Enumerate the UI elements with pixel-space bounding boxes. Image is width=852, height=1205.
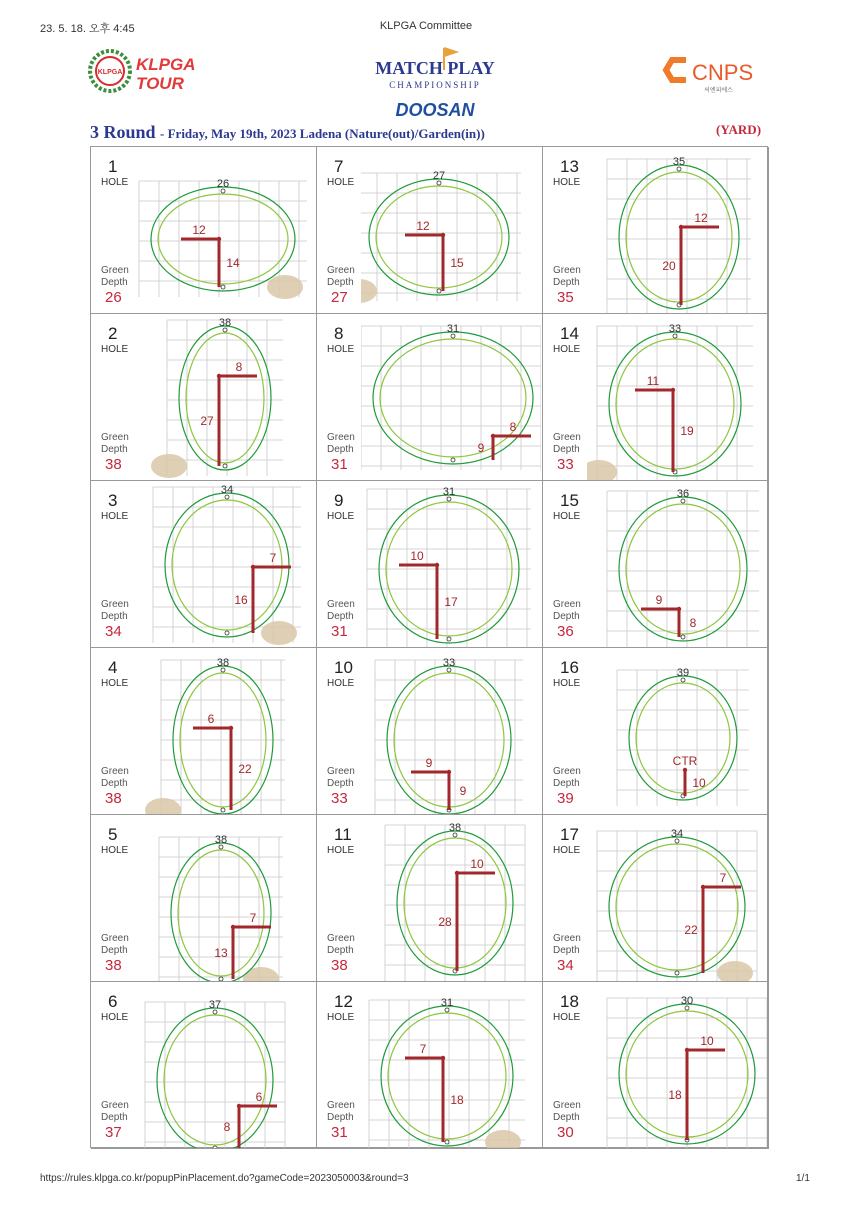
hole-label: HOLE: [101, 511, 129, 522]
hole-label: HOLE: [101, 177, 129, 188]
green-depth-top-label: 33: [668, 323, 682, 335]
green-diagram: [587, 648, 767, 814]
klpga-tour-logo: [88, 48, 218, 94]
depth-label: Depth: [327, 778, 354, 789]
hole-card: [317, 982, 543, 1149]
hole-card: [91, 314, 317, 481]
green-depth-value: 34: [557, 957, 574, 974]
green-inner-outline: [626, 172, 732, 302]
front-marker: [681, 635, 685, 639]
hole-card: [317, 481, 543, 648]
hole-card: [91, 147, 317, 314]
pin-placement-grid: [90, 146, 768, 1148]
hole-card: [317, 815, 543, 982]
bunker-shape: [485, 1130, 521, 1148]
pin-side-value: 7: [719, 871, 727, 885]
pin-marker: [435, 563, 439, 567]
pin-depth-value: 14: [226, 256, 240, 270]
green-depth-value: 30: [557, 1124, 574, 1141]
hole-card: [543, 481, 769, 648]
green-outer-outline: [381, 1006, 513, 1146]
green-inner-outline: [616, 339, 734, 469]
depth-label: Depth: [553, 277, 580, 288]
green-depth-value: 33: [557, 456, 574, 473]
green-diagram: [587, 147, 767, 313]
green-diagram: [361, 648, 541, 814]
pin-side-value: CTR: [672, 754, 698, 768]
green-diagram: [361, 815, 541, 981]
depth-label: Depth: [327, 1112, 354, 1123]
hole-card: [91, 982, 317, 1149]
green-diagram: [135, 481, 315, 647]
green-depth-top-label: 38: [216, 657, 230, 669]
green-inner-outline: [380, 339, 526, 457]
pin-side-value: 9: [655, 593, 663, 607]
pin-marker: [447, 770, 451, 774]
pin-depth-value: 9: [459, 784, 467, 798]
hole-label: HOLE: [101, 344, 129, 355]
green-depth-top-label: 34: [220, 484, 234, 496]
doosan-text: DOOSAN: [395, 100, 475, 120]
pin-side-value: 11: [646, 374, 660, 388]
pin-side-value: 10: [700, 1034, 714, 1048]
hole-card: [317, 147, 543, 314]
green-label: Green: [101, 766, 129, 777]
hole-card: [543, 815, 769, 982]
hole-card: [543, 648, 769, 815]
depth-label: Depth: [553, 945, 580, 956]
pin-depth-value: 22: [684, 923, 698, 937]
logo-bar: [0, 44, 852, 122]
hole-number: 10: [334, 658, 353, 677]
bunker-shape: [243, 967, 279, 981]
pin-depth-value: 28: [438, 915, 452, 929]
pin-depth-value: 20: [662, 259, 676, 273]
cnps-text: CNPS: [692, 60, 754, 85]
green-diagram: [361, 481, 541, 647]
hole-card: [317, 648, 543, 815]
pin-marker: [455, 871, 459, 875]
green-depth-value: 26: [105, 289, 122, 306]
green-diagram: [361, 314, 541, 480]
green-label: Green: [101, 599, 129, 610]
hole-number: 4: [108, 658, 118, 677]
pin-side-value: 7: [269, 551, 277, 565]
green-outer-outline: [151, 187, 295, 291]
round-number: 3 Round: [90, 122, 156, 142]
pin-marker: [441, 233, 445, 237]
depth-label: Depth: [327, 444, 354, 455]
pin-marker: [677, 607, 681, 611]
print-title: KLPGA Committee: [379, 20, 473, 32]
green-label: Green: [101, 933, 129, 944]
green-depth-top-label: 39: [676, 667, 690, 679]
hole-label: HOLE: [327, 845, 355, 856]
pin-marker: [685, 1048, 689, 1052]
pin-depth-value: 27: [200, 414, 214, 428]
pin-marker: [671, 388, 675, 392]
pin-side-value: 10: [410, 549, 424, 563]
bunker-shape: [587, 460, 617, 480]
front-marker: [447, 637, 451, 641]
green-depth-top-label: 30: [680, 995, 694, 1007]
green-depth-value: 38: [105, 790, 122, 807]
depth-label: Depth: [101, 778, 128, 789]
green-depth-top-label: 31: [442, 486, 456, 498]
pin-side-value: 10: [470, 857, 484, 871]
hole-label: HOLE: [553, 845, 581, 856]
pin-depth-value: 8: [689, 616, 697, 630]
green-label: Green: [101, 432, 129, 443]
hole-number: 5: [108, 825, 118, 844]
green-label: Green: [327, 766, 355, 777]
front-marker: [219, 977, 223, 981]
pin-side-value: 9: [425, 756, 433, 770]
pin-depth-value: 10: [692, 776, 706, 790]
pin-side-value: 6: [255, 1090, 263, 1104]
green-diagram: [587, 481, 767, 647]
green-diagram: [361, 147, 541, 313]
depth-label: Depth: [327, 945, 354, 956]
green-label: Green: [553, 599, 581, 610]
hole-label: HOLE: [553, 1012, 581, 1023]
pin-marker: [231, 925, 235, 929]
green-depth-value: 36: [557, 623, 574, 640]
hole-number: 9: [334, 491, 344, 510]
depth-label: Depth: [327, 277, 354, 288]
green-depth-value: 35: [557, 289, 574, 306]
front-marker: [221, 285, 225, 289]
hole-number: 13: [560, 157, 579, 176]
pin-marker: [491, 434, 495, 438]
green-outer-outline: [373, 332, 533, 464]
pin-depth-value: 15: [450, 256, 464, 270]
hole-number: 14: [560, 324, 579, 343]
hole-label: HOLE: [327, 511, 355, 522]
hole-number: 2: [108, 324, 118, 343]
pin-side-value: 12: [192, 223, 206, 237]
pin-marker: [683, 768, 687, 772]
front-marker: [221, 808, 225, 812]
green-depth-value: 31: [331, 456, 348, 473]
green-label: Green: [553, 933, 581, 944]
green-label: Green: [327, 1100, 355, 1111]
green-depth-top-label: 31: [440, 997, 454, 1009]
match-play-logo: [360, 44, 510, 122]
green-diagram: [135, 314, 315, 480]
print-date: 23. 5. 18. 오후 4:45: [40, 23, 135, 35]
match-play-text: MATCH PLAY: [375, 58, 495, 78]
klpga-sub-text: TOUR: [136, 74, 184, 93]
depth-label: Depth: [101, 1112, 128, 1123]
hole-label: HOLE: [553, 678, 581, 689]
green-diagram: [135, 982, 315, 1148]
depth-label: Depth: [101, 277, 128, 288]
bunker-shape: [717, 961, 753, 981]
klpga-badge-text: KLPGA: [97, 69, 123, 76]
pin-side-value: 7: [419, 1042, 427, 1056]
hole-number: 7: [334, 157, 344, 176]
round-title: [90, 122, 485, 143]
pin-marker: [229, 726, 233, 730]
green-depth-value: 34: [105, 623, 122, 640]
cnps-logo: [660, 50, 770, 94]
pin-marker: [217, 374, 221, 378]
green-diagram: [135, 648, 315, 814]
pin-marker: [679, 225, 683, 229]
green-label: Green: [553, 432, 581, 443]
pin-marker: [441, 1056, 445, 1060]
green-outer-outline: [619, 497, 747, 641]
hole-number: 12: [334, 992, 353, 1011]
green-depth-value: 27: [331, 289, 348, 306]
hole-number: 8: [334, 324, 344, 343]
hole-number: 11: [334, 825, 352, 844]
hole-label: HOLE: [327, 1012, 355, 1023]
green-label: Green: [327, 432, 355, 443]
green-depth-top-label: 35: [672, 156, 686, 168]
front-marker: [225, 631, 229, 635]
footer-url: https://rules.klpga.co.kr/popupPinPlacement.do?gameCode=2023050003&round=3: [40, 1173, 409, 1184]
green-depth-top-label: 38: [214, 834, 228, 846]
hole-card: [91, 648, 317, 815]
green-depth-value: 31: [331, 1124, 348, 1141]
pin-side-value: 8: [235, 360, 243, 374]
klpga-wreath-icon: [88, 48, 218, 94]
hole-label: HOLE: [101, 1012, 129, 1023]
green-outer-outline: [157, 1008, 273, 1148]
hole-number: 17: [560, 825, 579, 844]
pin-depth-value: 13: [214, 946, 228, 960]
green-depth-top-label: 36: [676, 488, 690, 500]
pin-depth-value: 18: [668, 1088, 682, 1102]
unit-label: (YARD): [716, 122, 762, 137]
hole-card: [543, 982, 769, 1149]
green-depth-value: 38: [331, 957, 348, 974]
pin-marker: [701, 885, 705, 889]
green-label: Green: [327, 599, 355, 610]
pin-depth-value: 18: [450, 1093, 464, 1107]
green-depth-top-label: 27: [432, 170, 446, 182]
green-depth-top-label: 37: [208, 999, 222, 1011]
pin-depth-value: 9: [477, 441, 485, 455]
green-outer-outline: [165, 493, 289, 637]
green-depth-top-label: 26: [216, 178, 230, 190]
green-outer-outline: [629, 676, 737, 800]
hole-label: HOLE: [553, 344, 581, 355]
green-inner-outline: [626, 504, 740, 634]
green-inner-outline: [404, 838, 506, 968]
hole-label: HOLE: [327, 344, 355, 355]
bunker-shape: [261, 621, 297, 645]
hole-card: [317, 314, 543, 481]
pin-depth-value: 8: [223, 1120, 231, 1134]
hole-label: HOLE: [553, 177, 581, 188]
bunker-shape: [267, 275, 303, 299]
pin-marker: [217, 237, 221, 241]
green-diagram: [587, 815, 767, 981]
bunker-shape: [361, 279, 377, 303]
green-outer-outline: [609, 332, 741, 476]
front-marker: [223, 464, 227, 468]
hole-card: [543, 314, 769, 481]
green-inner-outline: [636, 683, 730, 793]
hole-label: HOLE: [101, 678, 129, 689]
hole-number: 15: [560, 491, 579, 510]
green-label: Green: [553, 1100, 581, 1111]
green-diagram: [135, 815, 315, 981]
green-diagram: [587, 982, 767, 1148]
green-diagram: [361, 982, 541, 1148]
pin-marker: [237, 1104, 241, 1108]
pin-side-value: 6: [207, 712, 215, 726]
green-depth-value: 38: [105, 957, 122, 974]
page-number: 1/1: [796, 1173, 810, 1184]
green-diagram: [587, 314, 767, 480]
front-marker: [437, 289, 441, 293]
depth-label: Depth: [553, 778, 580, 789]
bunker-shape: [145, 798, 181, 814]
hole-card: [543, 147, 769, 314]
front-marker: [213, 1146, 217, 1148]
pin-marker: [251, 565, 255, 569]
pin-side-value: 12: [694, 211, 708, 225]
depth-label: Depth: [327, 611, 354, 622]
pin-side-value: 12: [416, 219, 430, 233]
hole-number: 6: [108, 992, 118, 1011]
green-inner-outline: [172, 500, 282, 630]
hole-number: 16: [560, 658, 579, 677]
green-outer-outline: [369, 179, 509, 295]
depth-label: Depth: [553, 1112, 580, 1123]
hole-card: [91, 481, 317, 648]
klpga-main-text: KLPGA: [136, 55, 196, 74]
hole-label: HOLE: [327, 177, 355, 188]
cnps-c-icon: [666, 60, 686, 80]
front-marker: [675, 971, 679, 975]
green-outer-outline: [397, 831, 513, 975]
cnps-sub-text: 씨엔피에스: [704, 88, 733, 94]
hole-label: HOLE: [101, 845, 129, 856]
green-depth-value: 31: [331, 623, 348, 640]
hole-number: 1: [108, 157, 118, 176]
pin-depth-value: 16: [234, 593, 248, 607]
depth-label: Depth: [553, 611, 580, 622]
green-outer-outline: [619, 165, 739, 309]
green-diagram: [135, 147, 315, 313]
green-label: Green: [327, 933, 355, 944]
depth-label: Depth: [101, 945, 128, 956]
depth-label: Depth: [101, 444, 128, 455]
green-depth-top-label: 38: [448, 822, 462, 834]
green-inner-outline: [164, 1015, 266, 1145]
hole-number: 3: [108, 491, 118, 510]
pin-side-value: 7: [249, 911, 257, 925]
green-depth-top-label: 38: [218, 317, 232, 329]
pin-side-value: 8: [509, 420, 517, 434]
front-marker: [451, 458, 455, 462]
green-depth-top-label: 31: [446, 323, 460, 335]
hole-card: [91, 815, 317, 982]
green-depth-top-label: 34: [670, 828, 684, 840]
pin-depth-value: 22: [238, 762, 252, 776]
bunker-shape: [151, 454, 187, 478]
hole-label: HOLE: [553, 511, 581, 522]
green-label: Green: [553, 265, 581, 276]
championship-text: CHAMPIONSHIP: [389, 80, 481, 90]
pin-depth-value: 19: [680, 424, 694, 438]
hole-label: HOLE: [327, 678, 355, 689]
green-label: Green: [553, 766, 581, 777]
green-outer-outline: [179, 326, 271, 470]
green-depth-value: 39: [557, 790, 574, 807]
front-marker: [445, 1140, 449, 1144]
green-depth-value: 33: [331, 790, 348, 807]
green-inner-outline: [158, 194, 288, 284]
green-label: Green: [101, 1100, 129, 1111]
green-depth-value: 38: [105, 456, 122, 473]
depth-label: Depth: [553, 444, 580, 455]
green-label: Green: [327, 265, 355, 276]
green-depth-top-label: 33: [442, 657, 456, 669]
green-inner-outline: [186, 333, 264, 463]
depth-label: Depth: [101, 611, 128, 622]
green-depth-value: 37: [105, 1124, 122, 1141]
pin-depth-value: 17: [444, 595, 458, 609]
green-label: Green: [101, 265, 129, 276]
round-details: - Friday, May 19th, 2023 Ladena (Nature(out)/Garden(in)): [160, 126, 485, 141]
hole-number: 18: [560, 992, 579, 1011]
